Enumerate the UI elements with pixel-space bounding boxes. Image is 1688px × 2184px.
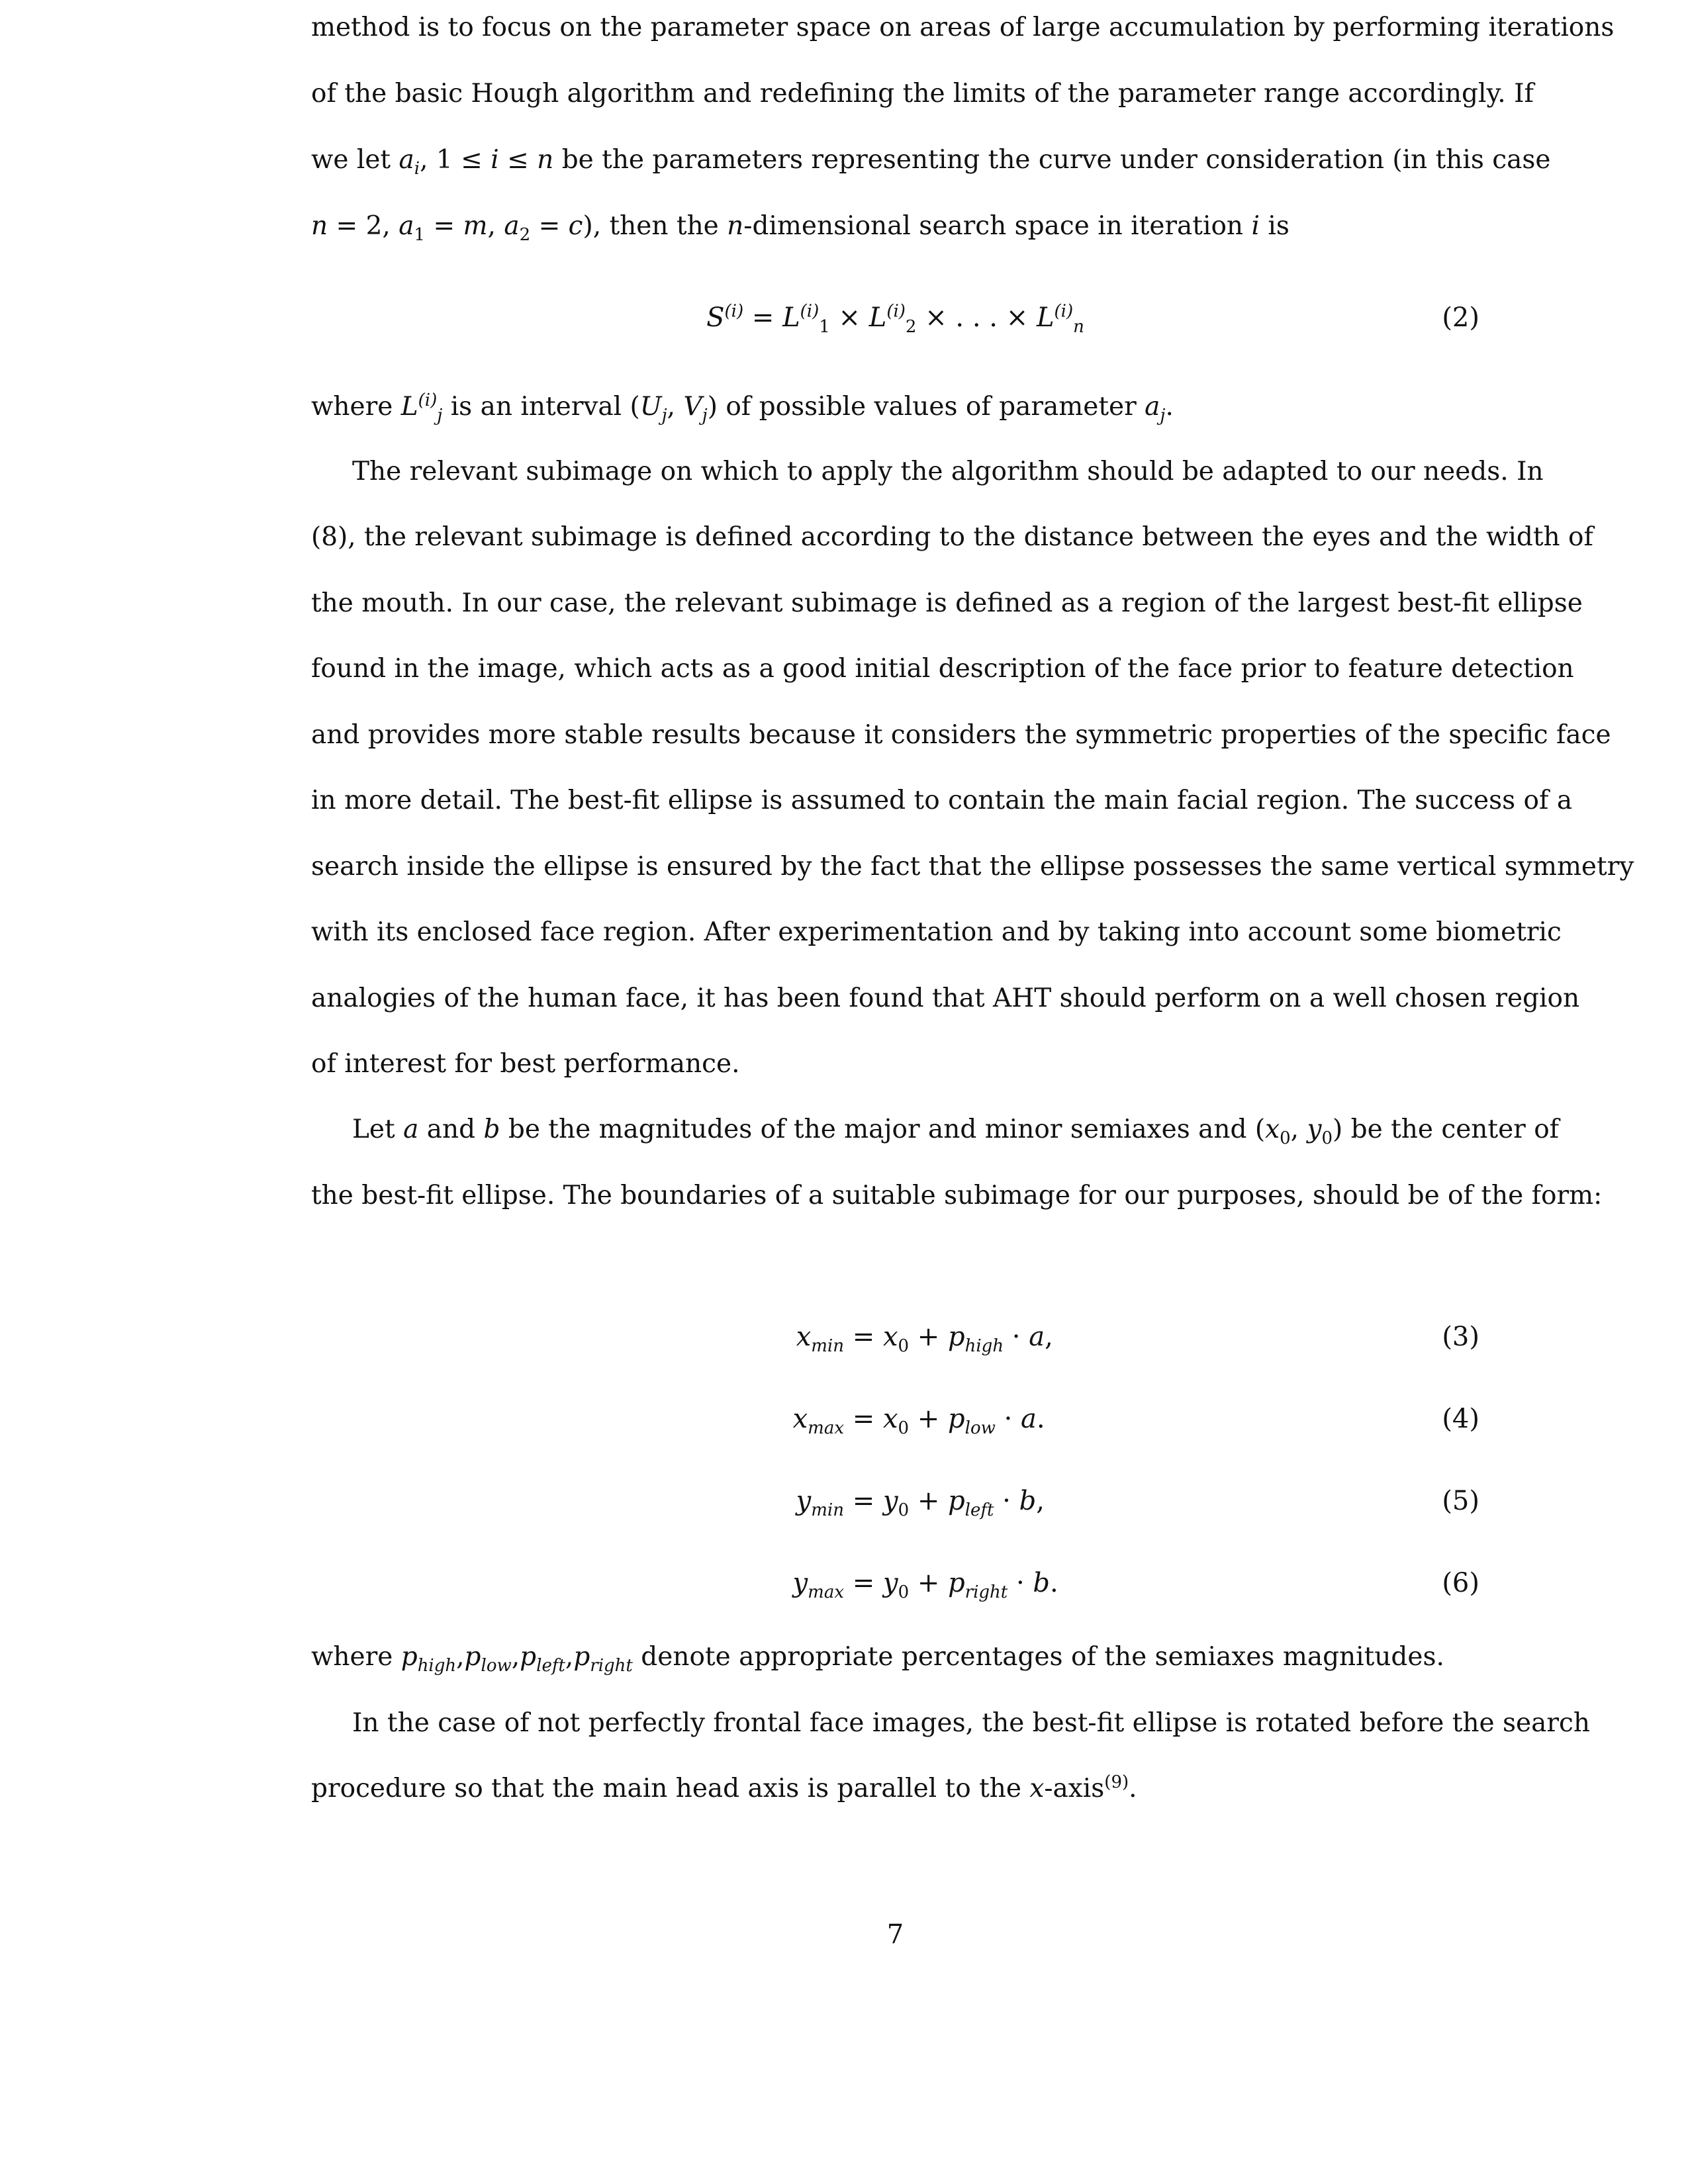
paragraph-line: method is to focus on the parameter space on areas of large accumulation by performing iterations [311, 13, 1615, 42]
equation-6: $y_{max} = y_0 + p_{right} \cdot b$. [792, 1568, 1058, 1602]
paragraph-line: we let $a_i$, 1 ≤ i ≤ n be the parameters representing the curve under consideration (in this case [311, 145, 1551, 179]
paragraph-line: with its enclosed face region. After experimentation and by taking into account some biometric [311, 917, 1562, 947]
paragraph-line: The relevant subimage on which to apply the algorithm should be adapted to our needs. In [352, 457, 1544, 486]
equation-number: (5) [1442, 1486, 1479, 1516]
paragraph-line: procedure so that the main head axis is parallel to the x-axis$^{(9)}$. [311, 1772, 1137, 1803]
equation-number: (3) [1442, 1322, 1479, 1352]
paragraph-line: the best-fit ellipse. The boundaries of a suitable subimage for our purposes, should be of the form: [311, 1181, 1603, 1210]
paragraph-line: In the case of not perfectly frontal face images, the best-fit ellipse is rotated before the search [352, 1708, 1590, 1738]
equation-4: $x_{max} = x_0 + p_{low} \cdot a$. [792, 1404, 1045, 1438]
paragraph-line: of interest for best performance. [311, 1049, 740, 1079]
paragraph-line: and provides more stable results because it considers the symmetric properties of the specific face [311, 720, 1611, 750]
paragraph-line: n = 2, $a_1 = m$, $a_2 = c$), then the n-dimensional search space in iteration i is [311, 211, 1289, 245]
equation-number: (4) [1442, 1404, 1479, 1434]
paragraph-line: where $L^{(i)}_j$ is an interval ($U_j$, $V_j$) of possible values of parameter $a_j$. [311, 390, 1174, 426]
equation-number: (2) [1442, 302, 1479, 333]
equation-3: $x_{min} = x_0 + p_{high} \cdot a$, [796, 1322, 1053, 1356]
paragraph-line: the mouth. In our case, the relevant subimage is defined as a region of the largest best-fit ellipse [311, 588, 1583, 618]
equation-5: $y_{min} = y_0 + p_{left} \cdot b$, [796, 1486, 1045, 1520]
equation-2 [311, 295, 1479, 341]
equation-body: $S^{(i)} = L^{(i)}_1 \times L^{(i)}_2$ × . . . × $L^{(i)}_n$ [706, 301, 1084, 337]
page-number: 7 [886, 1919, 904, 1950]
paper-page [311, 0, 1634, 2184]
paragraph-line: where $p_{high},p_{low},p_{left},p_{right}$ denote appropriate percentages of the semiaxes magnitudes. [311, 1642, 1444, 1676]
paragraph-line: search inside the ellipse is ensured by the fact that the ellipse possesses the same vertical symmetry [311, 852, 1634, 882]
paragraph-line: of the basic Hough algorithm and redefining the limits of the parameter range accordingly. If [311, 79, 1534, 109]
paragraph-line: found in the image, which acts as a good initial description of the face prior to feature detection [311, 654, 1574, 684]
paragraph-line: analogies of the human face, it has been found that AHT should perform on a well chosen region [311, 983, 1580, 1013]
paragraph-line: (8), the relevant subimage is defined according to the distance between the eyes and the width of [311, 522, 1593, 552]
equation-number: (6) [1442, 1568, 1479, 1598]
paragraph-line: Let a and b be the magnitudes of the major and minor semiaxes and ($x_0$, $y_0$) be the center of [352, 1115, 1560, 1148]
paragraph-line: in more detail. The best-fit ellipse is assumed to contain the main facial region. The success of a [311, 786, 1573, 815]
